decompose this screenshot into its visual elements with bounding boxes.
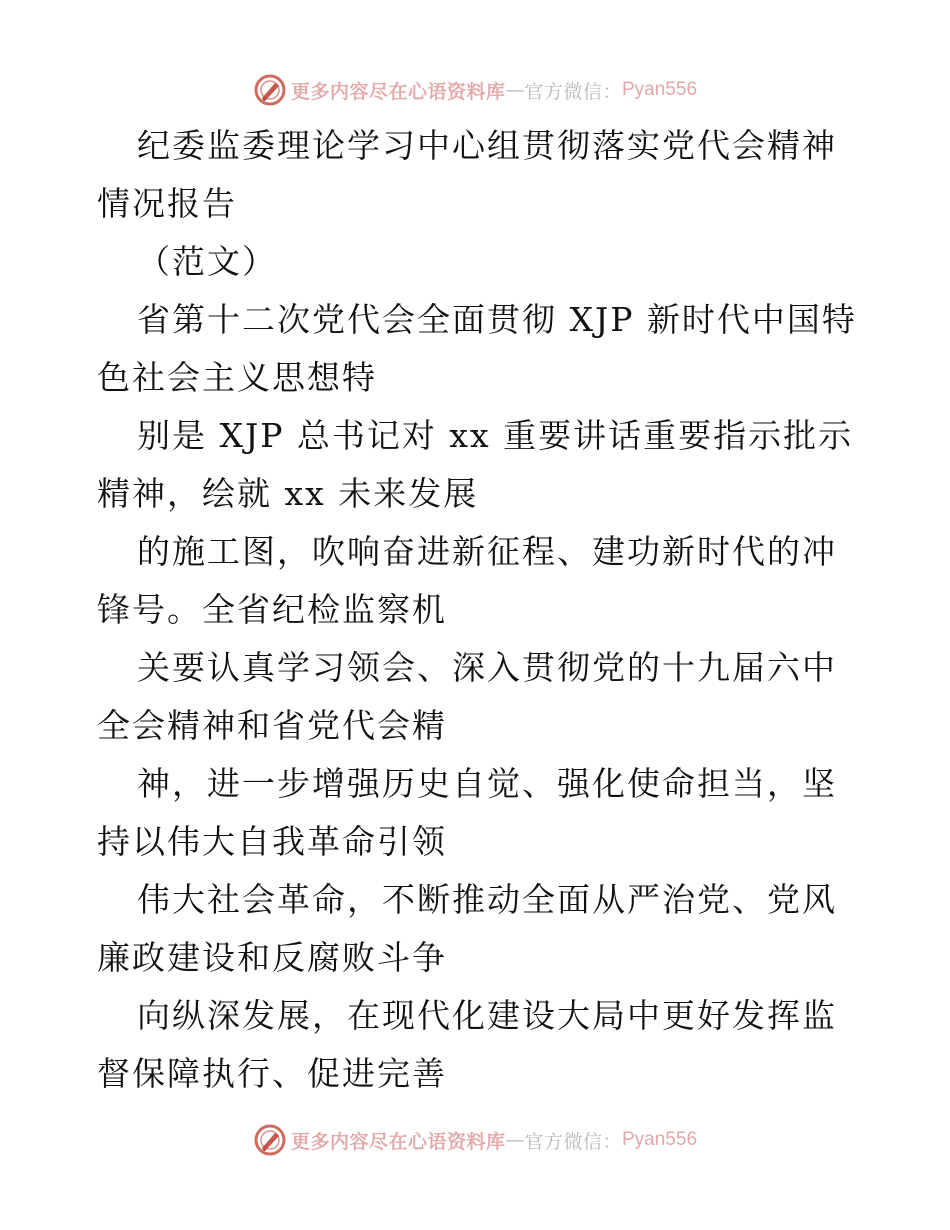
document-subtitle: （范文） [137,242,277,281]
banner-wechat-label: 官方微信： [524,1130,622,1153]
banner-wechat-label: 官方微信： [524,80,622,103]
banner-wechat-id: Pyan556 [622,79,698,100]
document-body [97,117,857,1103]
banner-lead-text: 更多内容尽在心语资料库 [290,1130,506,1153]
banner-wechat-id: Pyan556 [622,1129,698,1150]
banner-dash: — [505,1129,525,1151]
header-watermark-banner [0,70,950,110]
document-title: 纪委监委理论学习中心组贯彻落实党代会精神情况报告 [97,126,837,223]
paragraph: 关要认真学习领会、深入贯彻党的十九届六中全会精神和省党代会精 [97,648,837,745]
pen-nib-circle-logo-icon [253,73,287,107]
paragraph: 向纵深发展，在现代化建设大局中更好发挥监督保障执行、促进完善 [97,996,837,1093]
footer-watermark-banner [0,1120,950,1160]
paragraph: 伟大社会革命，不断推动全面从严治党、党风廉政建设和反腐败斗争 [97,880,837,977]
paragraph: 省第十二次党代会全面贯彻 XJP 新时代中国特色社会主义思想特 [97,300,857,397]
banner-dash: — [505,79,525,101]
paragraph: 神，进一步增强历史自觉、强化使命担当，坚持以伟大自我革命引领 [97,764,837,861]
pen-nib-circle-logo-icon [253,1123,287,1157]
paragraph: 别是 XJP 总书记对 xx 重要讲话重要指示批示精神，绘就 xx 未来发展 [97,416,854,513]
banner-lead-text: 更多内容尽在心语资料库 [290,80,506,103]
paragraph: 的施工图，吹响奋进新征程、建功新时代的冲锋号。全省纪检监察机 [97,532,837,629]
